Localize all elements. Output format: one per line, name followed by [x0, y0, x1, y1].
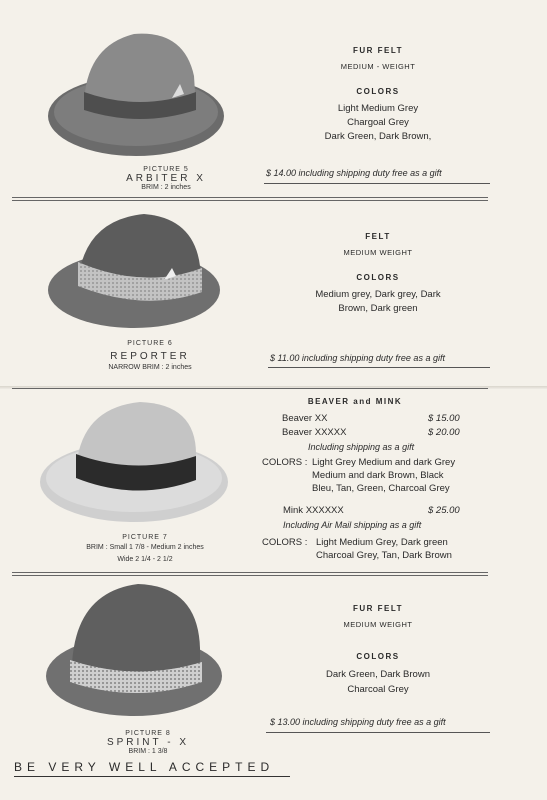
hat-name: REPORTER: [110, 351, 190, 362]
brim-size: BRIM : Small 1 7/8 - Medium 2 inches: [86, 544, 204, 551]
section-divider: [12, 388, 488, 389]
picture-label: PICTURE 5: [143, 166, 189, 173]
picture-label: PICTURE 8: [125, 730, 171, 737]
color-line: Dark Green, Dark Brown,: [324, 131, 432, 142]
color-line: Charcoal Grey, Tan, Dark Brown: [316, 550, 452, 561]
weight-label: MEDIUM - WEIGHT: [340, 62, 416, 71]
color-line: Bleu, Tan, Green, Charcoal Grey: [312, 483, 450, 494]
color-line: Chargoal Grey: [347, 117, 409, 128]
beaver-xxxxx-label: Beaver XXXXX: [282, 427, 347, 438]
section-divider: [12, 575, 488, 576]
beaver-xx-price: $ 15.00: [428, 413, 460, 424]
hat-image-arbiter: [44, 26, 228, 162]
caption-reporter: [80, 340, 220, 371]
desc-reporter: [270, 232, 486, 316]
section-divider: [12, 197, 488, 198]
color-line: Light Medium Grey, Dark green: [316, 537, 448, 548]
material-heading: BEAVER and MINK: [307, 397, 403, 406]
hat-name: ARBITER X: [126, 173, 206, 184]
color-line: Charcoal Grey: [347, 684, 409, 695]
caption-arbiter: [96, 166, 236, 191]
shipping-note: Including shipping as a gift: [308, 442, 415, 452]
price-sprint: $ 13.00 including shipping duty free as a gift: [270, 717, 446, 727]
colors-heading: COLORS: [356, 652, 400, 661]
colors-label: COLORS :: [262, 457, 308, 468]
brim-size: BRIM : 2 inches: [141, 184, 191, 191]
caption-sprint: [78, 730, 218, 755]
section-divider: [12, 200, 488, 201]
material-heading: FUR FELT: [352, 604, 404, 613]
caption-beaver: [60, 534, 230, 563]
colors-list: [270, 102, 486, 144]
hat-image-sprint: [42, 578, 228, 722]
hat-image-reporter: [44, 206, 228, 338]
colors-list: [270, 288, 486, 316]
hat-image-beaver: [36, 398, 232, 528]
brim-size: NARROW BRIM : 2 inches: [108, 364, 192, 371]
price-underline: [266, 732, 490, 733]
desc-arbiter: [270, 46, 486, 144]
colors-heading: COLORS: [356, 273, 400, 282]
beaver-xx-label: Beaver XX: [282, 413, 328, 424]
hat-name: SPRINT - X: [106, 737, 190, 748]
mink-price: $ 25.00: [428, 505, 460, 516]
picture-label: PICTURE 7: [122, 534, 168, 541]
desc-sprint: [270, 604, 486, 697]
price-underline: [264, 183, 490, 184]
colors-label: COLORS :: [262, 537, 308, 548]
brim-size: Wide 2 1/4 - 2 1/2: [117, 556, 173, 563]
price-arbiter: $ 14.00 including shipping duty free as a gift: [266, 168, 442, 178]
color-line: Brown, Dark green: [338, 303, 418, 314]
brim-size: BRIM : 1 3/8: [128, 748, 168, 755]
mink-label: Mink XXXXXX: [283, 505, 344, 516]
color-line: Light Grey Medium and dark Grey: [312, 457, 456, 468]
material-heading: FELT: [365, 232, 391, 241]
air-mail-note: Including Air Mail shipping as a gift: [283, 520, 422, 530]
section-divider: [12, 572, 488, 573]
color-line: Light Medium Grey: [337, 103, 419, 114]
picture-label: PICTURE 6: [127, 340, 173, 347]
price-underline: [268, 367, 490, 368]
colors-heading: COLORS: [356, 87, 400, 96]
weight-label: MEDIUM WEIGHT: [343, 620, 413, 629]
beaver-xxxxx-price: $ 20.00: [428, 427, 460, 438]
color-line: Dark Green, Dark Brown: [325, 669, 430, 680]
color-line: Medium and dark Brown, Black: [312, 470, 444, 481]
price-reporter: $ 11.00 including shipping duty free as a gift: [270, 353, 445, 363]
color-line: Medium grey, Dark grey, Dark: [315, 289, 441, 300]
footer-underline: [14, 776, 290, 777]
colors-list: [270, 667, 486, 697]
material-heading: FUR FELT: [352, 46, 404, 55]
footer-slogan: BE VERY WELL ACCEPTED: [14, 760, 275, 774]
weight-label: MEDIUM WEIGHT: [343, 248, 413, 257]
